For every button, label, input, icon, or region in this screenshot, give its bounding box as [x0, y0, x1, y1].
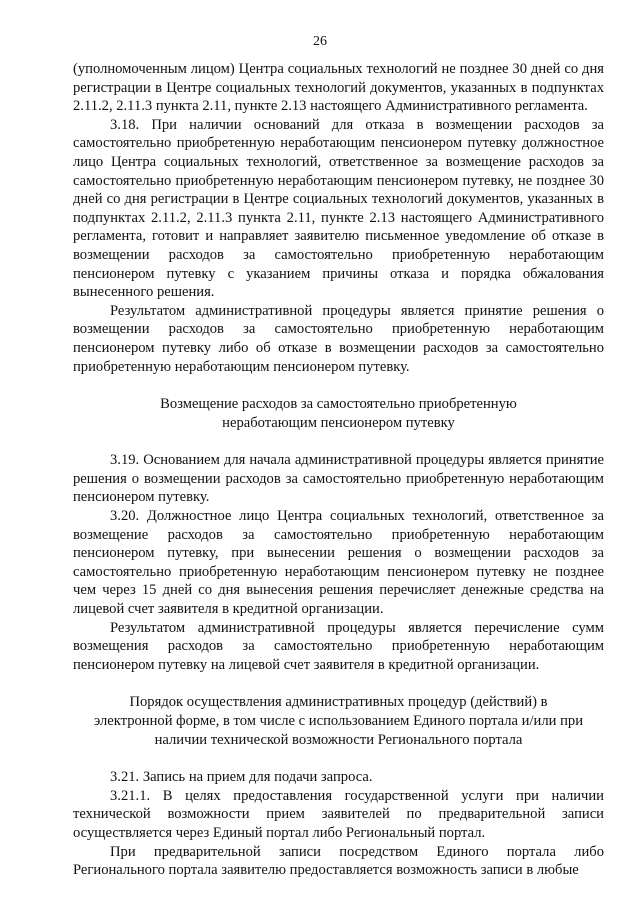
paragraph-continuation: (уполномоченным лицом) Центра социальных технологий не позднее 30 дней со дня регистрации в Центре социальных технологий документов, указанных в подпунктах 2.11.2, 2.11.3 пункта 2.11, пункте 2.13 настоящего Административного регламента.: [73, 61, 604, 115]
paragraph-result-decision: Результатом административной процедуры является принятие решения о возмещении расходов за самостоятельно приобретенную неработающим пенсионером путевку либо об отказе в возмещении расходов за самостоятельно приобретенную неработающим пенсионером путевку.: [73, 302, 604, 375]
paragraph-3-19: 3.19. Основанием для начала административной процедуры является принятие решения о возмещении расходов за самостоятельно приобретенную неработающим пенсионером путевку.: [73, 452, 604, 506]
section-heading-electronic: [73, 693, 604, 749]
section-heading-line: неработающим пенсионером путевку: [222, 414, 455, 431]
section-heading-line: Порядок осуществления административных процедур (действий) в: [129, 694, 548, 711]
paragraph-result-transfer: Результатом административной процедуры является перечисление сумм возмещения расходов за самостоятельно приобретенную неработающим пенсионером путевку на лицевой счет заявителя в кредитной организации.: [73, 619, 604, 673]
paragraph-3-20: 3.20. Должностное лицо Центра социальных технологий, ответственное за возмещение расходов за самостоятельно приобретенную неработающим пенсионером путевку, при вынесении решения о возмещении расходов за самостоятельно приобретенную неработающим пенсионером путевку не позднее чем через 15 дней со дня вынесения решения перечисляет денежные средства на лицевой счет заявителя в кредитной организации.: [73, 508, 604, 618]
section-heading-line: электронной форме, в том числе с использованием Единого портала и/или при: [93, 713, 584, 729]
paragraph-3-21-1: 3.21.1. В целях предоставления государственной услуги при наличии технической возможности прием заявителей по предварительной записи осуществляется через Единый портал либо Региональный портал.: [73, 787, 604, 841]
section-heading-line: Возмещение расходов за самостоятельно приобретенную: [160, 396, 517, 413]
section-heading-reimbursement: [73, 395, 604, 432]
section-heading-line: наличии технической возможности Регионального портала: [154, 731, 523, 748]
paragraph-preliminary-record: При предварительной записи посредством Единого портала либо Регионального портала заявителю предоставляется возможность записи в любые: [73, 843, 604, 879]
document-body: [73, 60, 604, 880]
paragraph-3-21: 3.21. Запись на прием для подачи запроса.: [110, 769, 373, 786]
page-number: 26: [313, 34, 327, 49]
paragraph-3-18: 3.18. При наличии оснований для отказа в возмещении расходов за самостоятельно приобретенную неработающим пенсионером путевку должностное лицо Центра социальных технологий, ответственное за возмещение расходов за самостоятельно приобретенную неработающим пенсионером путевку, не позднее 30 дней со дня регистрации в Центре социальных технологий документов, указанных в подпунктах 2.11.2, 2.11.3 пункта 2.11, пункте 2.13 настоящего Административного регламента, готовит и направляет заявителю письменное уведомление об отказе в возмещении расходов за самостоятельно приобретенную неработающим пенсионером путевку с указанием причины отказа и порядка обжалования вынесенного решения.: [73, 116, 604, 301]
